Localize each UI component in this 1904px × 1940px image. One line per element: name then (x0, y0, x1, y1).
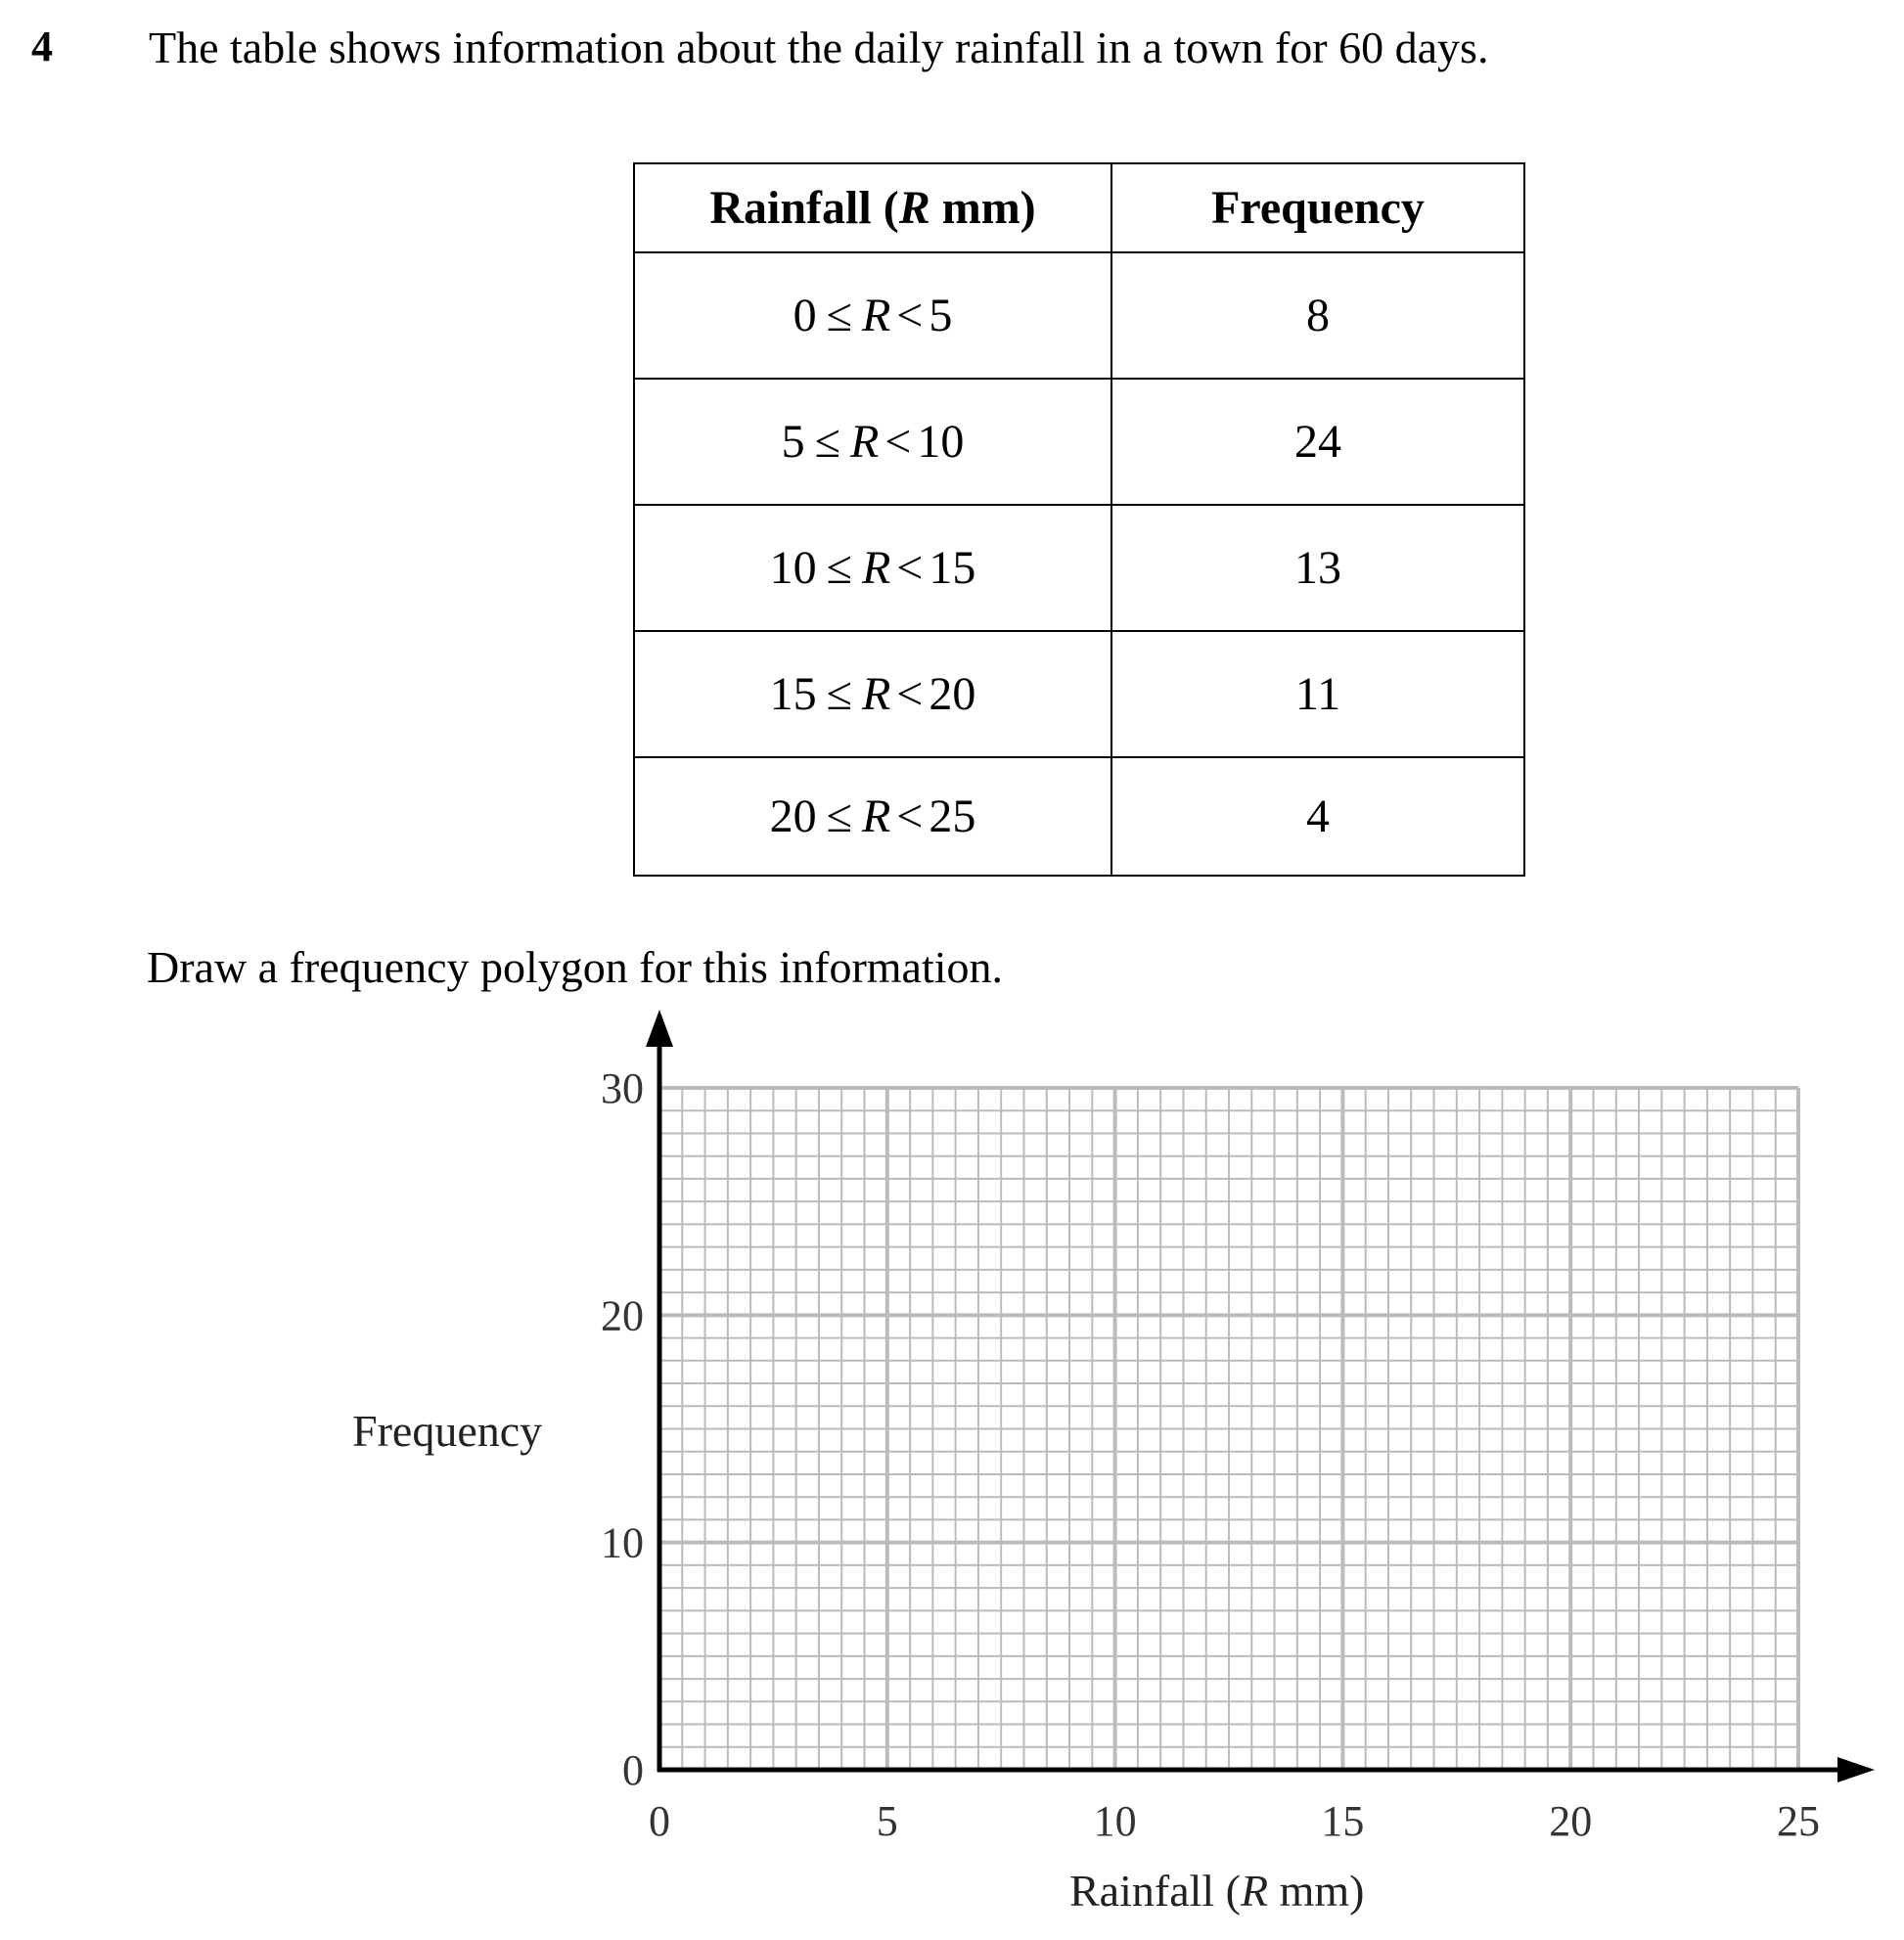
rainfall-header-var: R (898, 182, 930, 234)
interval-low: 20 (769, 790, 817, 842)
frequency-header: Frequency (1111, 163, 1524, 252)
y-axis-label: Frequency (352, 1406, 543, 1456)
y-tick-label: 0 (622, 1746, 644, 1794)
interval-high: 25 (929, 790, 976, 842)
grid-minor-lines (659, 1088, 1798, 1770)
interval-var: R (861, 290, 891, 341)
interval-lt: < (896, 668, 924, 720)
interval-var: R (849, 416, 880, 468)
x-axis-label-var: R (1241, 1866, 1269, 1916)
frequency-cell: 8 (1111, 252, 1524, 379)
x-tick-label: 5 (876, 1797, 898, 1845)
interval-le: ≤ (826, 542, 852, 594)
x-tick-label: 20 (1549, 1797, 1593, 1845)
interval-lt: < (896, 290, 924, 341)
interval-low: 0 (793, 290, 817, 341)
y-tick-label: 10 (601, 1518, 644, 1567)
interval-var: R (861, 542, 891, 594)
x-axis-arrow-icon (1837, 1757, 1875, 1782)
x-tick-label: 10 (1093, 1797, 1137, 1845)
instruction-text: Draw a frequency polygon for this information. (147, 942, 1004, 992)
interval-var: R (861, 668, 891, 720)
interval-low: 5 (781, 416, 805, 468)
rainfall-header-unit: mm) (929, 182, 1036, 234)
interval-low: 10 (769, 542, 817, 594)
interval-le: ≤ (826, 290, 852, 341)
interval-high: 10 (917, 416, 965, 468)
interval-low: 15 (769, 668, 817, 720)
interval-lt: < (896, 542, 924, 594)
interval-var: R (861, 790, 891, 842)
y-axis-arrow-icon (646, 1010, 673, 1047)
x-axis-label (1069, 1866, 1365, 1916)
x-tick-label: 25 (1777, 1797, 1820, 1845)
axes (646, 1010, 1875, 1782)
interval-lt: < (896, 790, 924, 842)
x-tick-label: 0 (649, 1797, 670, 1845)
interval-lt: < (884, 416, 912, 468)
x-axis-label-text: Rainfall ( (1069, 1866, 1241, 1916)
rainfall-header-text: Rainfall ( (709, 182, 899, 234)
x-tick-label: 15 (1321, 1797, 1365, 1845)
interval-high: 5 (929, 290, 953, 341)
frequency-cell: 11 (1111, 631, 1524, 757)
interval-high: 15 (929, 542, 976, 594)
x-axis-label-unit: mm) (1268, 1866, 1365, 1916)
frequency-cell: 13 (1111, 505, 1524, 631)
question-number: 4 (31, 23, 53, 70)
frequency-cell: 4 (1111, 757, 1524, 876)
interval-le: ≤ (814, 416, 840, 468)
frequency-cell: 24 (1111, 379, 1524, 505)
tick-labels (601, 1064, 1820, 1845)
interval-high: 20 (929, 668, 976, 720)
interval-le: ≤ (826, 668, 852, 720)
question-text: The table shows information about the daily rainfall in a town for 60 days. (149, 23, 1489, 72)
interval-le: ≤ (826, 790, 852, 842)
y-tick-label: 20 (601, 1291, 644, 1340)
y-tick-label: 30 (601, 1064, 644, 1112)
